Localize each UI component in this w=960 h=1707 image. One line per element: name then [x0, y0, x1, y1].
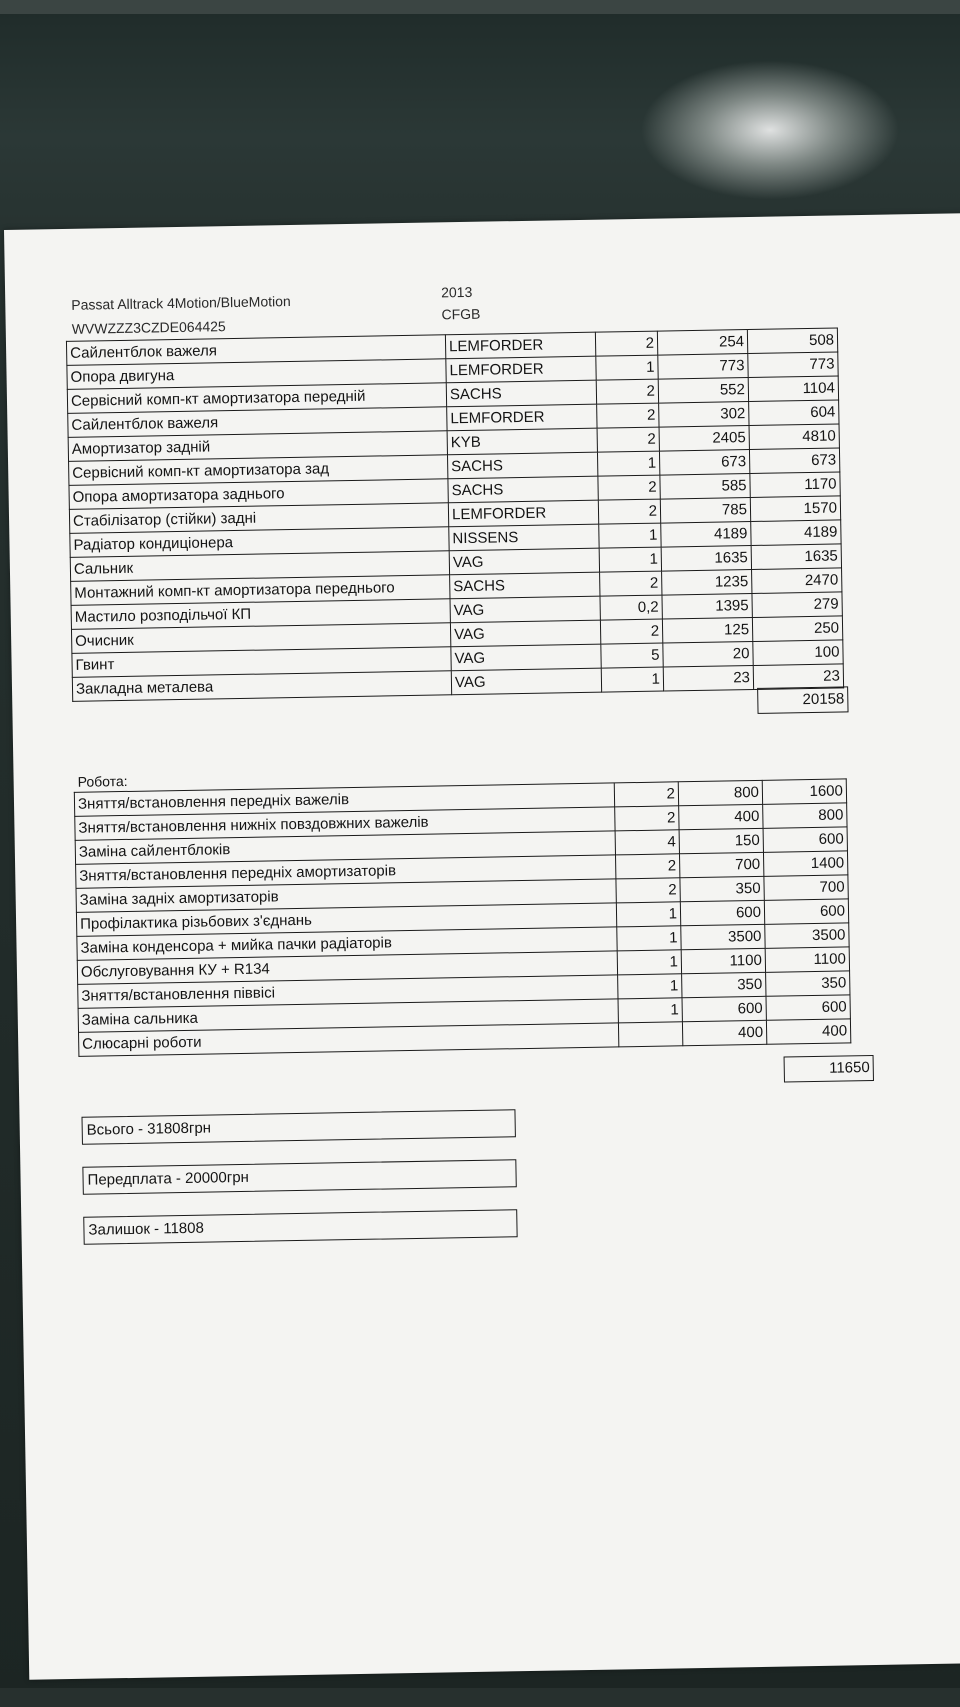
- labor-name: Заміна сальника: [78, 999, 618, 1032]
- part-qty: 2: [598, 499, 660, 524]
- part-price: 20: [663, 641, 753, 667]
- part-sum: 673: [749, 448, 839, 474]
- part-qty: 1: [597, 451, 659, 476]
- labor-qty: 1: [617, 926, 681, 951]
- car-model: Passat Alltrack 4Motion/BlueMotion: [71, 293, 291, 313]
- labor-qty: 2: [614, 782, 678, 807]
- part-price: 23: [663, 665, 753, 691]
- part-sum: 279: [752, 592, 842, 618]
- part-name: Сальник: [70, 551, 449, 582]
- part-qty: 2: [596, 379, 658, 404]
- part-brand: SACHS: [450, 572, 600, 599]
- part-name: Сайлентблок важеля: [66, 335, 445, 366]
- car-year: 2013: [441, 283, 473, 301]
- labor-price: 3500: [681, 924, 765, 949]
- part-brand: NISSENS: [449, 524, 599, 551]
- part-price: 254: [657, 330, 747, 356]
- labor-qty: 1: [616, 902, 680, 927]
- labor-sum: 600: [766, 995, 850, 1020]
- labor-name: Зняття/встановлення нижніх повздовжних важелів: [75, 807, 615, 840]
- part-price: 125: [662, 617, 752, 643]
- labor-price: 350: [682, 972, 766, 997]
- prepayment: Передплата - 20000грн: [82, 1159, 516, 1195]
- part-name: Монтажний комп-кт амортизатора переднього: [71, 575, 450, 606]
- part-sum: 2470: [752, 568, 842, 594]
- labor-price: 600: [680, 900, 764, 925]
- part-qty: 2: [597, 427, 659, 452]
- part-sum: 508: [747, 328, 837, 354]
- part-price: 1635: [661, 546, 751, 572]
- labor-sum: 400: [766, 1019, 850, 1044]
- part-price: 4189: [661, 522, 751, 548]
- part-brand: KYB: [447, 428, 597, 455]
- background-top-strip: [0, 0, 960, 14]
- labor-sum: 3500: [765, 923, 849, 948]
- part-brand: VAG: [450, 596, 600, 623]
- part-brand: VAG: [449, 548, 599, 575]
- part-name: Мастило розподільчої КП: [71, 599, 450, 630]
- part-qty: 1: [599, 523, 661, 548]
- part-name: Гвинт: [72, 647, 451, 678]
- part-sum: 604: [749, 400, 839, 426]
- labor-section-title: Робота:: [77, 772, 128, 790]
- part-sum: 773: [748, 352, 838, 378]
- labor-table: [74, 778, 852, 1056]
- parts-table: [66, 327, 844, 701]
- part-qty: 2: [597, 403, 659, 428]
- part-sum: 23: [753, 664, 843, 690]
- labor-price: 800: [678, 780, 762, 805]
- labor-sum: 600: [764, 899, 848, 924]
- labor-qty: 4: [615, 830, 679, 855]
- labor-name: Заміна задніх амортизаторів: [76, 879, 616, 912]
- part-sum: 1170: [750, 472, 840, 498]
- labor-sum: 600: [763, 827, 847, 852]
- part-price: 552: [658, 378, 748, 404]
- part-brand: VAG: [451, 668, 601, 695]
- labor-price: 150: [679, 828, 763, 853]
- part-name: Опора амортизатора заднього: [69, 479, 448, 510]
- part-brand: SACHS: [448, 476, 598, 503]
- labor-name: Слюсарні роботи: [79, 1023, 619, 1056]
- part-qty: 2: [600, 571, 662, 596]
- part-sum: 1104: [748, 376, 838, 402]
- part-price: 302: [659, 402, 749, 428]
- labor-price: 1100: [681, 948, 765, 973]
- labor-qty: 2: [616, 878, 680, 903]
- labor-qty: 1: [618, 974, 682, 999]
- part-name: Амортизатор задній: [68, 431, 447, 462]
- part-name: Сервісний комп-кт амортизатора передній: [67, 383, 446, 414]
- part-name: Радіатор кондиціонера: [70, 527, 449, 558]
- part-brand: LEMFORDER: [446, 356, 596, 383]
- labor-sum: 1400: [763, 851, 847, 876]
- labor-qty: 1: [618, 998, 682, 1023]
- labor-name: Заміна сайлентблоків: [75, 831, 615, 864]
- part-price: 1235: [662, 570, 752, 596]
- part-brand: LEMFORDER: [445, 332, 595, 359]
- labor-total: 11650: [784, 1055, 874, 1083]
- part-sum: 100: [753, 640, 843, 666]
- labor-price: 700: [679, 852, 763, 877]
- part-brand: LEMFORDER: [448, 500, 598, 527]
- part-name: Сервісний комп-кт амортизатора зад: [69, 455, 448, 486]
- part-brand: LEMFORDER: [447, 404, 597, 431]
- part-price: 785: [660, 498, 750, 524]
- labor-name: Зняття/встановлення передніх амортизаторів: [76, 855, 616, 888]
- part-qty: 5: [601, 643, 663, 668]
- labor-price: 600: [682, 996, 766, 1021]
- part-brand: SACHS: [447, 452, 597, 479]
- part-brand: VAG: [451, 644, 601, 671]
- labor-name: Заміна конденсора + мийка пачки радіаторів: [77, 927, 617, 960]
- part-price: 2405: [659, 426, 749, 452]
- labor-name: Обслуговування КУ + R134: [77, 951, 617, 984]
- grand-total: Всього - 31808грн: [81, 1109, 515, 1145]
- part-price: 773: [658, 354, 748, 380]
- part-qty: 2: [598, 475, 660, 500]
- labor-price: 400: [679, 804, 763, 829]
- part-name: Очисник: [71, 623, 450, 654]
- part-brand: SACHS: [446, 380, 596, 407]
- part-qty: 0,2: [600, 595, 662, 620]
- labor-sum: 1100: [765, 947, 849, 972]
- part-price: 1395: [662, 594, 752, 620]
- labor-name: Профілактика різьбових з'єднань: [76, 903, 616, 936]
- part-name: Опора двигуна: [67, 359, 446, 390]
- labor-sum: 700: [764, 875, 848, 900]
- light-glare: [640, 60, 900, 200]
- part-qty: 2: [595, 331, 657, 356]
- labor-sum: 1600: [762, 779, 846, 804]
- car-vin: WVWZZZ3CZDE064425: [71, 318, 226, 337]
- parts-total: 20158: [757, 686, 848, 714]
- labor-name: Зняття/встановлення передніх важелів: [74, 783, 614, 816]
- part-price: 673: [659, 450, 749, 476]
- part-name: Сайлентблок важеля: [68, 407, 447, 438]
- invoice-sheet: [4, 213, 960, 1680]
- engine-code: CFGB: [441, 305, 481, 323]
- labor-qty: [618, 1022, 682, 1047]
- part-qty: 1: [599, 547, 661, 572]
- labor-qty: 2: [615, 854, 679, 879]
- background-bottom-strip: [0, 1688, 960, 1707]
- part-name: Закладна металева: [72, 671, 451, 702]
- part-qty: 2: [600, 619, 662, 644]
- labor-price: 350: [680, 876, 764, 901]
- labor-qty: 2: [615, 806, 679, 831]
- part-sum: 4810: [749, 424, 839, 450]
- part-brand: VAG: [450, 620, 600, 647]
- part-price: 585: [660, 474, 750, 500]
- balance: Залишок - 11808: [83, 1209, 517, 1245]
- part-qty: 1: [596, 355, 658, 380]
- labor-sum: 800: [763, 803, 847, 828]
- labor-price: 400: [682, 1020, 766, 1045]
- labor-qty: 1: [617, 950, 681, 975]
- part-sum: 1635: [751, 544, 841, 570]
- part-sum: 1570: [750, 496, 840, 522]
- part-sum: 250: [752, 616, 842, 642]
- labor-sum: 350: [766, 971, 850, 996]
- part-qty: 1: [601, 667, 663, 692]
- part-sum: 4189: [751, 520, 841, 546]
- part-name: Стабілізатор (стійки) задні: [69, 503, 448, 534]
- labor-name: Зняття/встановлення піввісі: [78, 975, 618, 1008]
